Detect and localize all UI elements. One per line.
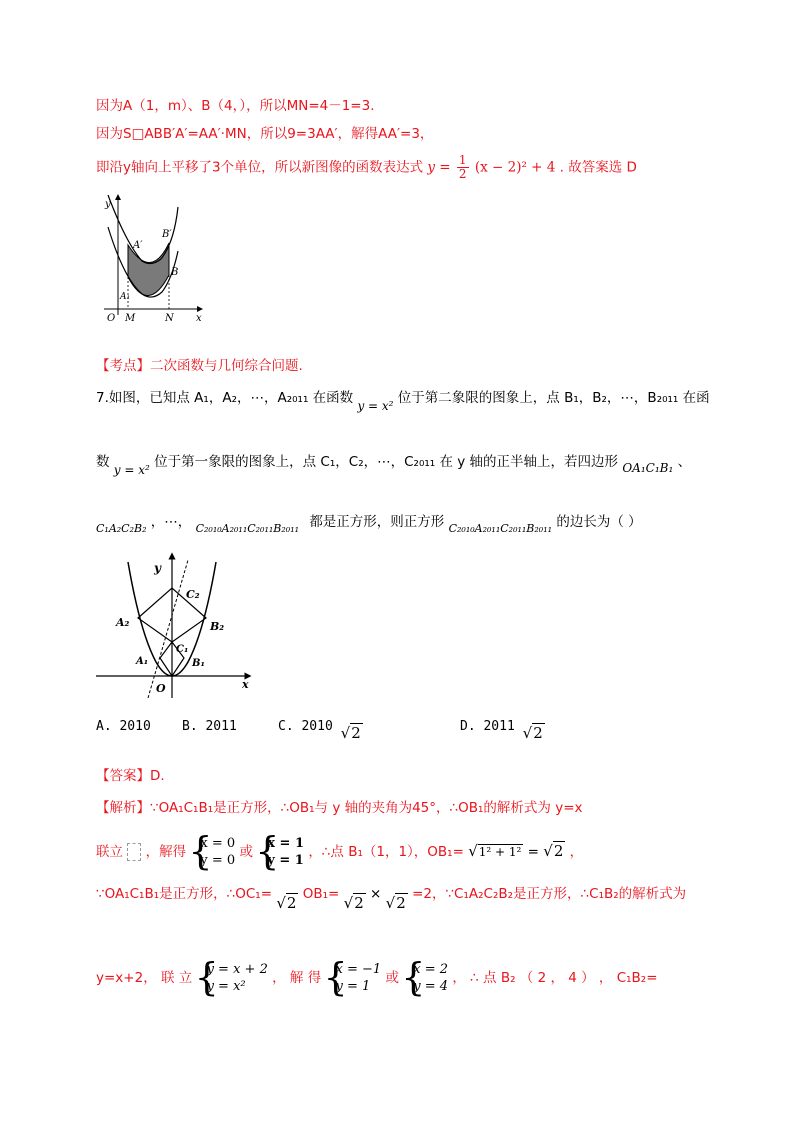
fig2-label-o: O: [156, 682, 166, 695]
nested-squares-figure: [96, 552, 256, 700]
fig1-label-o: O: [107, 313, 116, 323]
fig1-label-y: y: [105, 199, 111, 210]
fig2-label-c1: C₁: [176, 644, 189, 655]
fig2-label-b1: B₁: [192, 658, 205, 669]
system-equations-a: { y = x + 2 y = x²: [197, 961, 268, 995]
solution-line-3: 即沿y轴向上平移了3个单位，所以新图像的函数表达式 y = $\frac{1}{2}$ (x − 2)² + 4 . 故答案选 D: [96, 153, 637, 181]
option-c[interactable]: C. 2010 √2: [278, 719, 361, 742]
fig2-label-c2: C₂: [186, 588, 200, 601]
system-solution-2: { x = 1 y = 1: [257, 835, 304, 869]
fig1-label-x: x: [196, 313, 202, 323]
solution-line-2: 因为S□ABB′A′=AA′·MN，所以9=3AA′，解得AA′=3，: [96, 126, 434, 142]
option-d[interactable]: D. 2011 √2: [460, 719, 543, 742]
fig1-label-b: B: [171, 267, 179, 278]
image-placeholder-icon: [127, 843, 141, 861]
fraction-one-half: $\frac{1}{2}$: [458, 153, 467, 181]
analysis-line-1: 【解析】∵OA₁C₁B₁是正方形，∴OB₁与 y 轴的夹角为45°，∴OB₁的解析式为 y=x: [96, 800, 583, 816]
fig1-label-b-prime: B′: [162, 229, 172, 240]
fig1-label-n: N: [165, 313, 174, 323]
fig2-label-a1: A₁: [136, 656, 149, 667]
fig2-label-a2: A₂: [116, 616, 130, 629]
analysis-line-2: 联立 ，解得 { x = 0 y = 0 或 { x = 1 y = 1 ，∴点 B₁（1，1），OB₁= √1² + 1² = √2 ，: [96, 832, 583, 870]
fig1-label-m: M: [125, 313, 136, 323]
fig1-label-a-prime: A′: [133, 240, 143, 251]
option-b[interactable]: B. 2011: [182, 719, 237, 734]
question-7-line-2: 数 y = x² 位于第一象限的图象上，点 C₁，C₂，⋯，C₂₀₁₁ 在 y 轴的正半轴上，若四边形 OA₁C₁B₁ 、: [96, 454, 692, 477]
solution-line-1: 因为A（1，m）、B（4，），所以MN=4－1=3.: [96, 98, 375, 114]
question-7-line-3: $_{C_1A_2C_2B_2}$ ，⋯， $_{C_{2010}A_{2011}C_{2011}B_{2011}}$ 都是正方形，则正方形 $_{C_{2010}A_{2011}C_{2011}B_{2011}}$ 的边长为（ ）: [96, 514, 642, 535]
question-7-line-1: 7.如图，已知点 A₁，A₂，⋯，A₂₀₁₁ 在函数 y = x² 位于第二象限的图象上，点 B₁，B₂，⋯，B₂₀₁₁ 在函: [96, 390, 710, 413]
system-solution-b: { x = −1 y = 1: [326, 961, 382, 995]
kaodian-line: 【考点】二次函数与几何综合问题.: [96, 358, 303, 374]
answer-line: 【答案】D.: [96, 768, 165, 784]
system-solution-c: { x = 2 y = 4: [403, 961, 448, 995]
analysis-line-4: y=x+2， 联 立 { y = x + 2 y = x² ， 解 得 { x = −1 y = 1 或 { x = 2 y = 4 ， ∴ 点 B₂ （ 2 ， 4 ） ， C₁B₂=: [96, 954, 658, 1002]
system-solution-1: { x = 0 y = 0: [190, 835, 235, 869]
fig1-label-a1: A₁: [120, 292, 131, 302]
fig2-label-y: y: [154, 561, 161, 575]
option-a[interactable]: A. 2010: [96, 719, 151, 734]
fig2-label-x: x: [242, 678, 249, 691]
analysis-line-3: ∵OA₁C₁B₁是正方形，∴OC₁= √2 OB₁= √2 × √2 =2，∵C₁A₂C₂B₂是正方形，∴C₁B₂的解析式为: [96, 886, 687, 912]
fig2-label-b2: B₂: [210, 620, 225, 633]
parabola-shift-figure: [96, 193, 206, 323]
